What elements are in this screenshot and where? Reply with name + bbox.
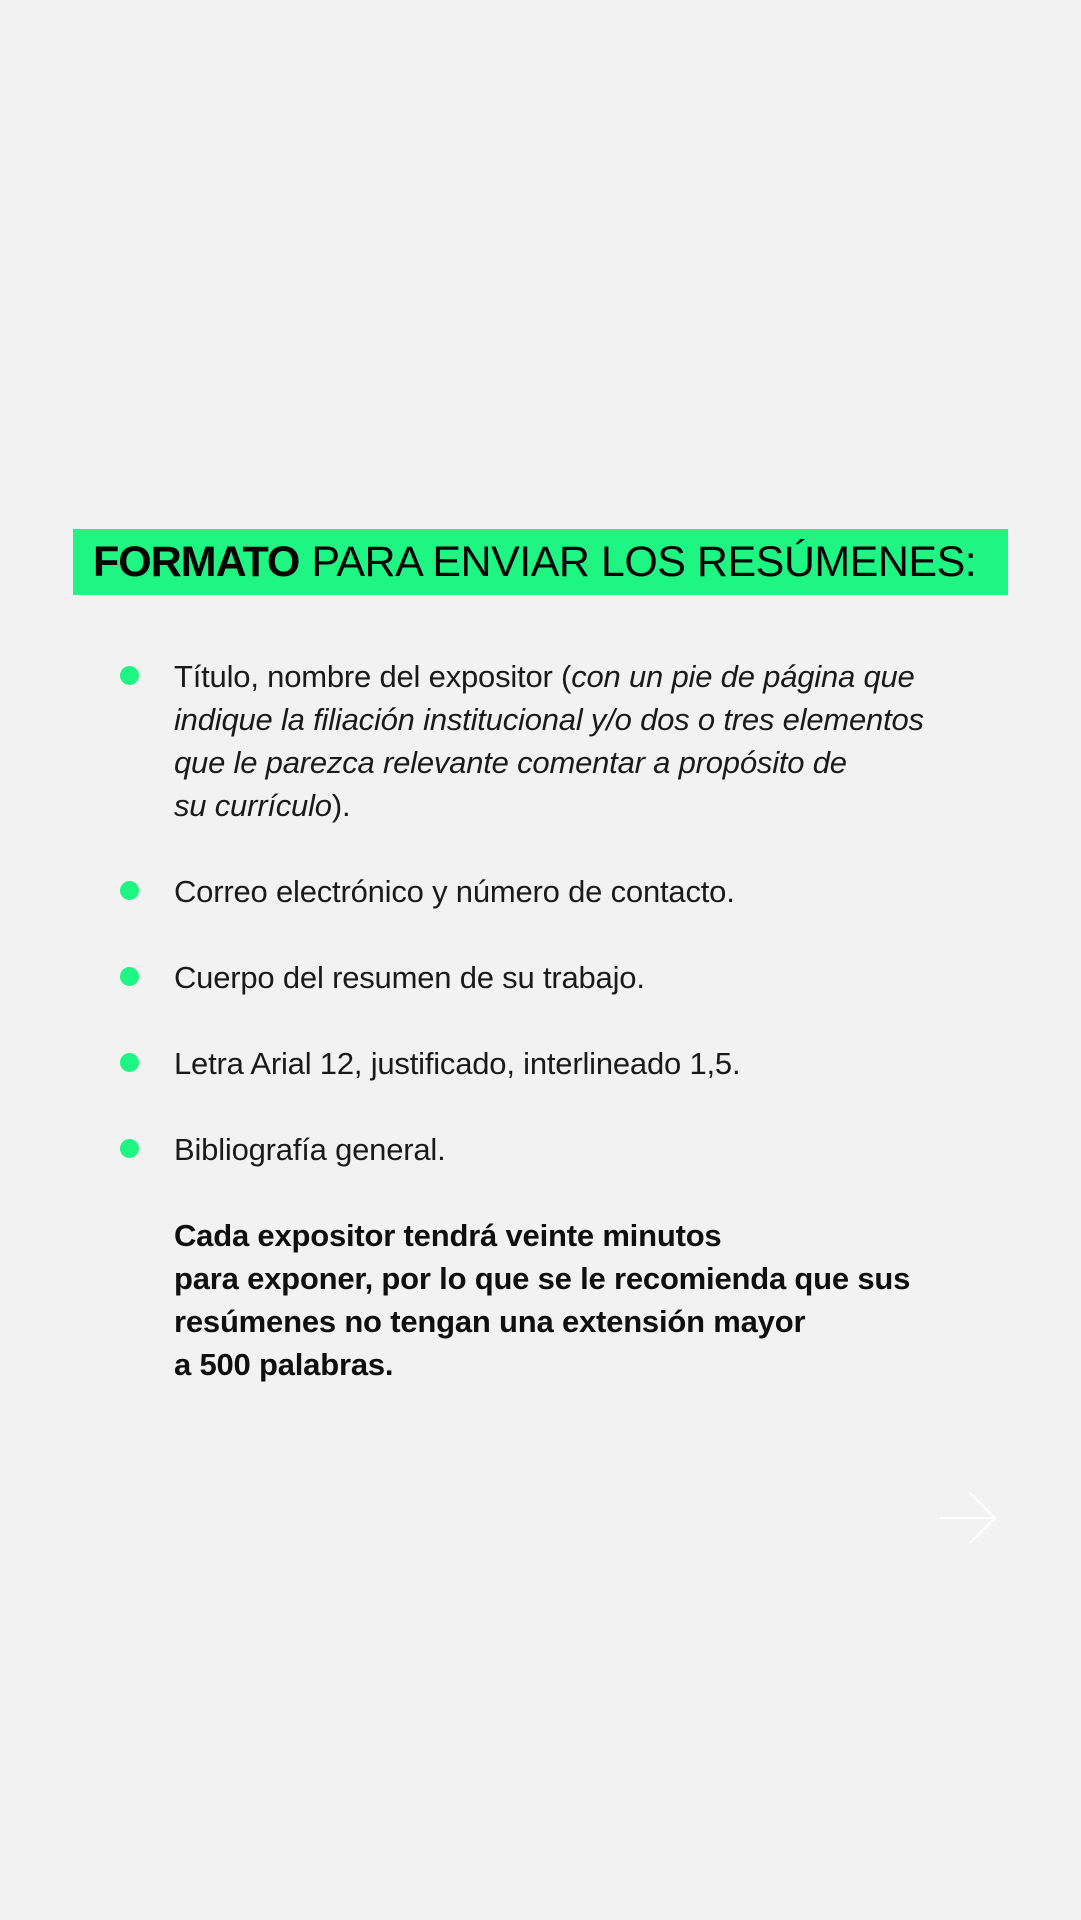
list-item-text: Bibliografía general. bbox=[174, 1132, 446, 1167]
list-item-line bbox=[174, 655, 1004, 698]
bullet-dot-icon bbox=[120, 1053, 139, 1072]
list-item-text: Correo electrónico y número de contacto. bbox=[174, 874, 735, 909]
list-item-line bbox=[174, 741, 1004, 784]
italic-text: su currículo bbox=[174, 788, 332, 823]
list-item bbox=[174, 1042, 1004, 1085]
list-item-text: Letra Arial 12, justificado, interlineado 1,5. bbox=[174, 1046, 741, 1081]
closing-note-line: resúmenes no tengan una extensión mayor bbox=[174, 1304, 806, 1339]
list-item-text: Cuerpo del resumen de su trabajo. bbox=[174, 960, 645, 995]
bullet-dot-icon bbox=[120, 1139, 139, 1158]
closing-note bbox=[174, 1214, 994, 1386]
closing-note-line: a 500 palabras. bbox=[174, 1347, 394, 1382]
closing-note-line: Cada expositor tendrá veinte minutos bbox=[174, 1218, 722, 1253]
bullet-dot-icon bbox=[120, 881, 139, 900]
list-item-line bbox=[174, 870, 1004, 913]
list-item-line bbox=[174, 956, 1004, 999]
list-item-line bbox=[174, 1128, 1004, 1171]
arrow-right-icon[interactable] bbox=[938, 1492, 998, 1544]
list-item bbox=[174, 655, 1004, 827]
italic-text: indique la filiación institucional y/o dos o tres elementos bbox=[174, 702, 924, 737]
list-item-line bbox=[174, 784, 1004, 827]
italic-text: que le parezca relevante comentar a propósito de bbox=[174, 745, 847, 780]
list-item-line bbox=[174, 1042, 1004, 1085]
list-item-line bbox=[174, 698, 1004, 741]
list-item bbox=[174, 956, 1004, 999]
list-item bbox=[174, 870, 1004, 913]
bullet-dot-icon bbox=[120, 967, 139, 986]
closing-note-line: para exponer, por lo que se le recomienda que sus bbox=[174, 1261, 911, 1296]
heading-light-text: PARA ENVIAR LOS RESÚMENES: bbox=[311, 537, 977, 586]
heading-bold-text: FORMATO bbox=[93, 537, 300, 586]
list-item bbox=[174, 1128, 1004, 1171]
list-item-text: Título, nombre del expositor ( bbox=[174, 659, 572, 694]
bullet-dot-icon bbox=[120, 666, 139, 685]
italic-text: con un pie de página que bbox=[571, 659, 915, 694]
section-heading bbox=[73, 529, 1008, 595]
list-item-text: ). bbox=[331, 788, 351, 823]
